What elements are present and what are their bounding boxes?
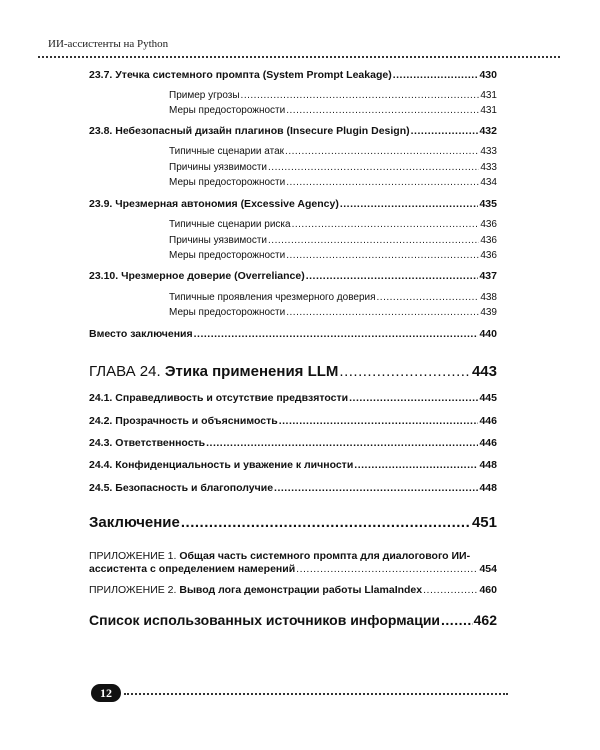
toc-entry-title: Заключение [89,514,180,531]
leader-dots [354,460,478,472]
toc-entry-24-2[interactable] [89,416,497,428]
toc-entry-title: 23.8. Небезопасный дизайн плагинов (Insecure Plugin Design) [89,125,410,137]
toc-entry-page: 436 [480,250,497,261]
leader-dots [423,585,478,597]
toc-entry-title: Меры предосторожности [169,105,286,116]
toc-subentry[interactable] [169,162,497,173]
toc-entry-conclusion[interactable] [89,515,497,532]
toc-entry-title: 24.4. Конфиденциальность и уважение к личности [89,459,354,471]
toc-entry-title: Меры предосторожности [169,177,286,188]
leader-dots [285,146,479,157]
toc-entry-title: Причины уязвимости [169,162,268,173]
toc-chapter-24[interactable] [89,364,497,381]
toc-entry-title-line1 [89,548,497,564]
appendix-title-cont: ассистента с определением намерений [89,563,296,575]
toc-entry-page: 443 [471,363,497,380]
toc-entry-page: 462 [473,612,497,628]
toc-entry-page: 436 [480,235,497,246]
toc-subentry[interactable] [169,219,497,230]
chapter-title: Этика применения LLM [164,363,339,380]
toc-entry-page: 431 [480,90,497,101]
toc-entry-page: 448 [479,459,497,471]
running-head: ИИ-ассистенты на Python [48,38,169,50]
toc-entry-24-1[interactable] [89,393,497,405]
toc-entry-page: 445 [479,392,497,404]
toc-subentry[interactable] [169,307,497,318]
toc-entry-page: 446 [479,437,497,449]
leader-dots [268,162,479,173]
leader-dots [306,271,479,283]
toc-subentry[interactable] [169,146,497,157]
toc-entry-page: 433 [480,162,497,173]
toc-subentry[interactable] [169,292,497,303]
footer-divider [124,693,508,695]
toc-entry-title: Типичные проявления чрезмерного доверия [169,292,376,303]
toc-subentry[interactable] [169,177,497,188]
toc-entry-title: Типичные сценарии риска [169,219,291,230]
leader-dots [296,564,478,576]
appendix-title: Общая часть системного промпта для диалогового ИИ- [179,550,471,562]
appendix-prefix: ПРИЛОЖЕНИЕ 1. [89,550,177,562]
leader-dots [339,364,471,381]
leader-dots [194,329,479,341]
toc-entry-page: 446 [479,415,497,427]
toc-entry-page: 435 [479,198,497,210]
leader-dots [349,393,478,405]
leader-dots [377,292,480,303]
leader-dots [268,235,479,246]
toc-entry-title: Типичные сценарии атак [169,146,285,157]
leader-dots [206,438,478,450]
leader-dots [411,126,479,138]
toc-entry-24-5[interactable] [89,483,497,495]
toc-appendix-2[interactable] [89,585,497,597]
toc-entry-title-line2 [89,564,497,576]
chapter-prefix: ГЛАВА 24. [89,363,161,380]
toc-entry-page: 454 [479,563,497,575]
leader-dots [181,515,471,532]
toc-entry-page: 439 [480,307,497,318]
toc-entry-23-10[interactable] [89,271,497,283]
leader-dots [286,250,479,261]
toc-entry-page: 440 [479,328,497,340]
toc-entry-page: 434 [480,177,497,188]
toc-entry-page: 433 [480,146,497,157]
toc-entry-title: Меры предосторожности [169,250,286,261]
appendix-prefix: ПРИЛОЖЕНИЕ 2. [89,584,177,596]
toc-appendix-1[interactable] [89,548,497,576]
toc-subentry[interactable] [169,235,497,246]
toc-entry-page: 438 [480,292,497,303]
toc-entry-page: 430 [479,69,497,81]
toc-entry-title: 24.2. Прозрачность и объяснимость [89,415,278,427]
toc-entry-23-7[interactable] [89,70,497,82]
toc-entry-title: Вместо заключения [89,328,193,340]
toc-entry-title: 24.1. Справедливость и отсутствие предвзятости [89,392,349,404]
toc-entry-title: Причины уязвимости [169,235,268,246]
toc-entry-page: 436 [480,219,497,230]
toc-entry-title: 24.3. Ответственность [89,437,206,449]
toc-entry-24-3[interactable] [89,438,497,450]
toc-entry-page: 437 [479,270,497,282]
leader-dots [241,90,480,101]
toc-entry-page: 448 [479,482,497,494]
toc-entry-page: 432 [479,125,497,137]
toc-subentry[interactable] [169,90,497,101]
header-divider [38,56,560,58]
leader-dots [286,177,479,188]
page-number-badge: 12 [91,684,121,702]
toc-entry-24-4[interactable] [89,460,497,472]
leader-dots [292,219,480,230]
leader-dots [286,307,479,318]
appendix-title: Вывод лога демонстрации работы LlamaIndex [179,584,423,596]
toc-entry-title: Список использованных источников информации [89,612,441,628]
toc-entry-page: 451 [471,514,497,531]
toc-entry-page: 460 [479,584,497,596]
toc-entry-title: 23.10. Чрезмерное доверие (Overreliance) [89,270,305,282]
toc-entry-title: 24.5. Безопасность и благополучие [89,482,274,494]
toc-entry-title: Меры предосторожности [169,307,286,318]
toc-subentry[interactable] [169,105,497,116]
toc-entry-title: 23.7. Утечка системного промпта (System Prompt Leakage) [89,69,392,81]
toc-entry-title [89,585,422,597]
toc-entry-title: 23.9. Чрезмерная автономия (Excessive Agency) [89,198,339,210]
leader-dots [286,105,479,116]
toc-entry-page: 431 [480,105,497,116]
toc-entry-sources[interactable] [89,613,497,628]
leader-dots [393,70,479,82]
toc-subentry[interactable] [169,250,497,261]
toc-entry-23-9[interactable] [89,199,497,211]
toc-entry-title [89,364,338,381]
leader-dots [441,613,473,628]
leader-dots [279,416,479,428]
toc-entry-afterword[interactable] [89,329,497,341]
leader-dots [274,483,478,495]
toc-entry-23-8[interactable] [89,126,497,138]
toc-entry-title: Пример угрозы [169,90,240,101]
leader-dots [340,199,479,211]
